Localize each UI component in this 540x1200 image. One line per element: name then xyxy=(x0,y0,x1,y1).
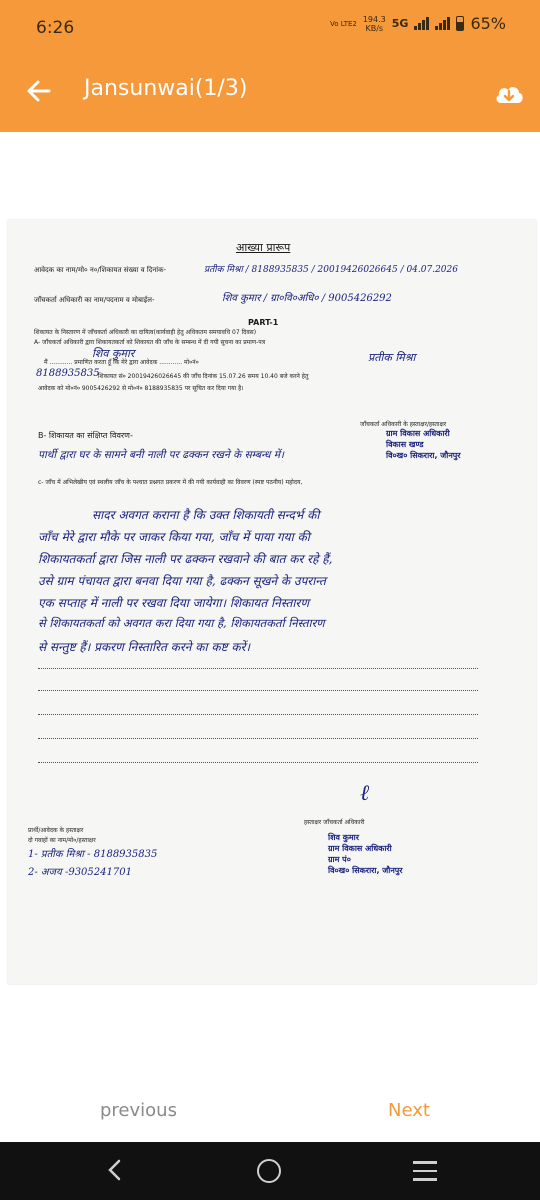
doc-heading: आख्या प्रारूप xyxy=(236,241,291,254)
download-button[interactable] xyxy=(492,78,526,112)
doc-witness-1: 1- प्रतीक मिश्रा - 8188935835 xyxy=(28,849,158,860)
doc-section-a-applicant: प्रतीक मिश्रा xyxy=(368,351,416,364)
doc-applicant-value: प्रतीक मिश्रा / 8188935835 / 20019426026645 / 04.07.2026 xyxy=(204,265,458,275)
battery-icon xyxy=(456,16,464,31)
network-speed xyxy=(363,15,386,33)
doc-applicant-sign: प्रार्थी/आवेदक के हस्ताक्षर xyxy=(28,827,84,834)
doc-officer-label: जाँचकर्ता अधिकारी का नाम/पदनाम व मोबाईल- xyxy=(34,296,155,304)
doc-section-b-text: पार्थी द्वारा घर के सामने बनी नाली पर ढक्कन रखने के सम्बन्ध में। xyxy=(38,449,285,461)
network-type: 5G xyxy=(391,17,409,30)
doc-applicant-label: आवेदक का नाम/मो० न०/शिकायत संख्या व दिनांक- xyxy=(34,266,166,274)
doc-officer-sign-label: जाँचकर्ता अधिकारी के हस्ताक्षर/हस्ताक्षर xyxy=(360,421,447,428)
doc-officer-signature: ℓ xyxy=(360,781,370,806)
pager xyxy=(0,1082,540,1142)
status-time: 6:26 xyxy=(36,18,75,38)
doc-officer-value: शिव कुमार / ग्रा०वि०अधि० / 9005426292 xyxy=(222,293,392,304)
system-back-button[interactable] xyxy=(104,1157,126,1183)
doc-section-c-line2: जाँच मेरे द्वारा मौके पर जाकर किया गया, जाँच में पाया गया की xyxy=(38,530,310,544)
system-home-button[interactable] xyxy=(257,1159,281,1183)
doc-witness-2: 2- अजय -9305241701 xyxy=(28,867,132,878)
doc-rule xyxy=(38,738,478,739)
doc-section-c-line7: से सन्तुष्ट हैं। प्रकरण निस्तारित करने का कष्ट करें। xyxy=(38,640,251,654)
next-button[interactable]: Next xyxy=(388,1100,430,1121)
doc-section-a-text3: आवेदक को मो०नं० 9005426292 से मो०नं० 8188935835 पर सूचित कर दिया गया है। xyxy=(38,385,244,392)
signal-strength-icon xyxy=(414,17,429,30)
doc-section-c: c- जाँच में अभिलेखीय एवं स्थलीय जाँच के पश्चात प्रश्नगत प्रकरण में की गयी कार्यवाही का विवरण (स्पष्ट पठनीय) महोदय, xyxy=(38,479,303,486)
signal-strength-2-icon xyxy=(435,17,450,30)
system-recents-button[interactable] xyxy=(413,1161,437,1181)
document-viewer[interactable] xyxy=(0,132,540,1082)
arrow-left-icon xyxy=(22,74,56,108)
volte-indicator: Vo LTE2 xyxy=(330,19,357,28)
doc-part: PART-1 xyxy=(248,318,279,327)
doc-stamp-bottom: शिव कुमार ग्राम विकास अधिकारी ग्राम पं० वि०ख० सिकरारा, जौनपुर xyxy=(328,833,403,875)
menu-lines-icon xyxy=(413,1161,437,1181)
chevron-left-icon xyxy=(104,1157,126,1183)
doc-section-a-mobile: 8188935835 xyxy=(36,368,100,379)
system-nav-bar xyxy=(0,1142,540,1200)
doc-section-a-text1: मैं ............ प्रमाणित करता हूँ कि मेरे द्वारा आवेदक ............ मो०नं० xyxy=(44,359,199,366)
previous-button[interactable]: previous xyxy=(100,1100,177,1121)
doc-section-a: A- जाँचकर्ता अधिकारी द्वारा शिकायतकर्ता को शिकायत की जाँच के सम्बन्ध में दी गयी सूचना का प्रमाण-पत्र xyxy=(34,339,265,346)
doc-witness-label: दो गवाहों का नाम/मो०/हस्ताक्षर xyxy=(28,837,96,844)
cloud-download-icon xyxy=(492,78,526,112)
network-speed-value: 194.3 xyxy=(362,14,386,24)
status-icons xyxy=(330,14,506,33)
network-speed-unit: KB/s xyxy=(365,23,384,33)
doc-section-c-line3: शिकायतकर्ता द्वारा जिस नाली पर ढक्कन रखवाने की बात कर रहे हैं, xyxy=(38,552,333,566)
scanned-document xyxy=(8,220,536,984)
doc-section-b: B- शिकायत का संक्षिप्त विवरण- xyxy=(38,431,133,440)
battery-percent: 65% xyxy=(470,14,506,33)
doc-section-a-text2: शिकायत सं० 20019426026645 की जाँच दिनांक 15.07.26 समय 10.40 बजे करने हेतु xyxy=(98,373,309,380)
doc-rule xyxy=(38,714,478,715)
doc-section-c-line1: सादर अवगत कराना है कि उक्त शिकायती सन्दर्भ की xyxy=(92,508,320,522)
doc-stamp-top: ग्राम विकास अधिकारी विकास खण्ड वि०ख० सिकरारा, जौनपुर xyxy=(386,429,461,460)
page-title: Jansunwai(1/3) xyxy=(84,76,248,101)
status-bar xyxy=(0,0,540,58)
top-bar xyxy=(0,0,540,132)
doc-section-c-line6: से शिकायतकर्ता को अवगत करा दिया गया है, शिकायतकर्ता निस्तारण xyxy=(38,616,325,630)
doc-officer-sign-bottom: हस्ताक्षर जाँचकर्ता अधिकारी xyxy=(304,819,365,826)
doc-section-a-officer: शिव कुमार xyxy=(92,347,135,360)
doc-rule xyxy=(38,762,478,763)
app-bar xyxy=(0,58,540,132)
doc-section-c-line5: एक सप्ताह में नाली पर रखवा दिया जायेगा। शिकायत निस्तारण xyxy=(38,596,310,610)
doc-rule xyxy=(38,690,478,691)
back-button[interactable] xyxy=(22,74,56,108)
doc-section-c-line4: उसे ग्राम पंचायत द्वारा बनवा दिया गया है, ढक्कन सूखने के उपरान्त xyxy=(38,574,326,588)
doc-section-note: शिकायत के निस्तारण में जाँचकर्ता अधिकारी का दायित्व(कार्यवाही हेतु अधिकतम समयावधि 07 दिवस) xyxy=(34,329,257,336)
doc-rule xyxy=(38,668,478,669)
